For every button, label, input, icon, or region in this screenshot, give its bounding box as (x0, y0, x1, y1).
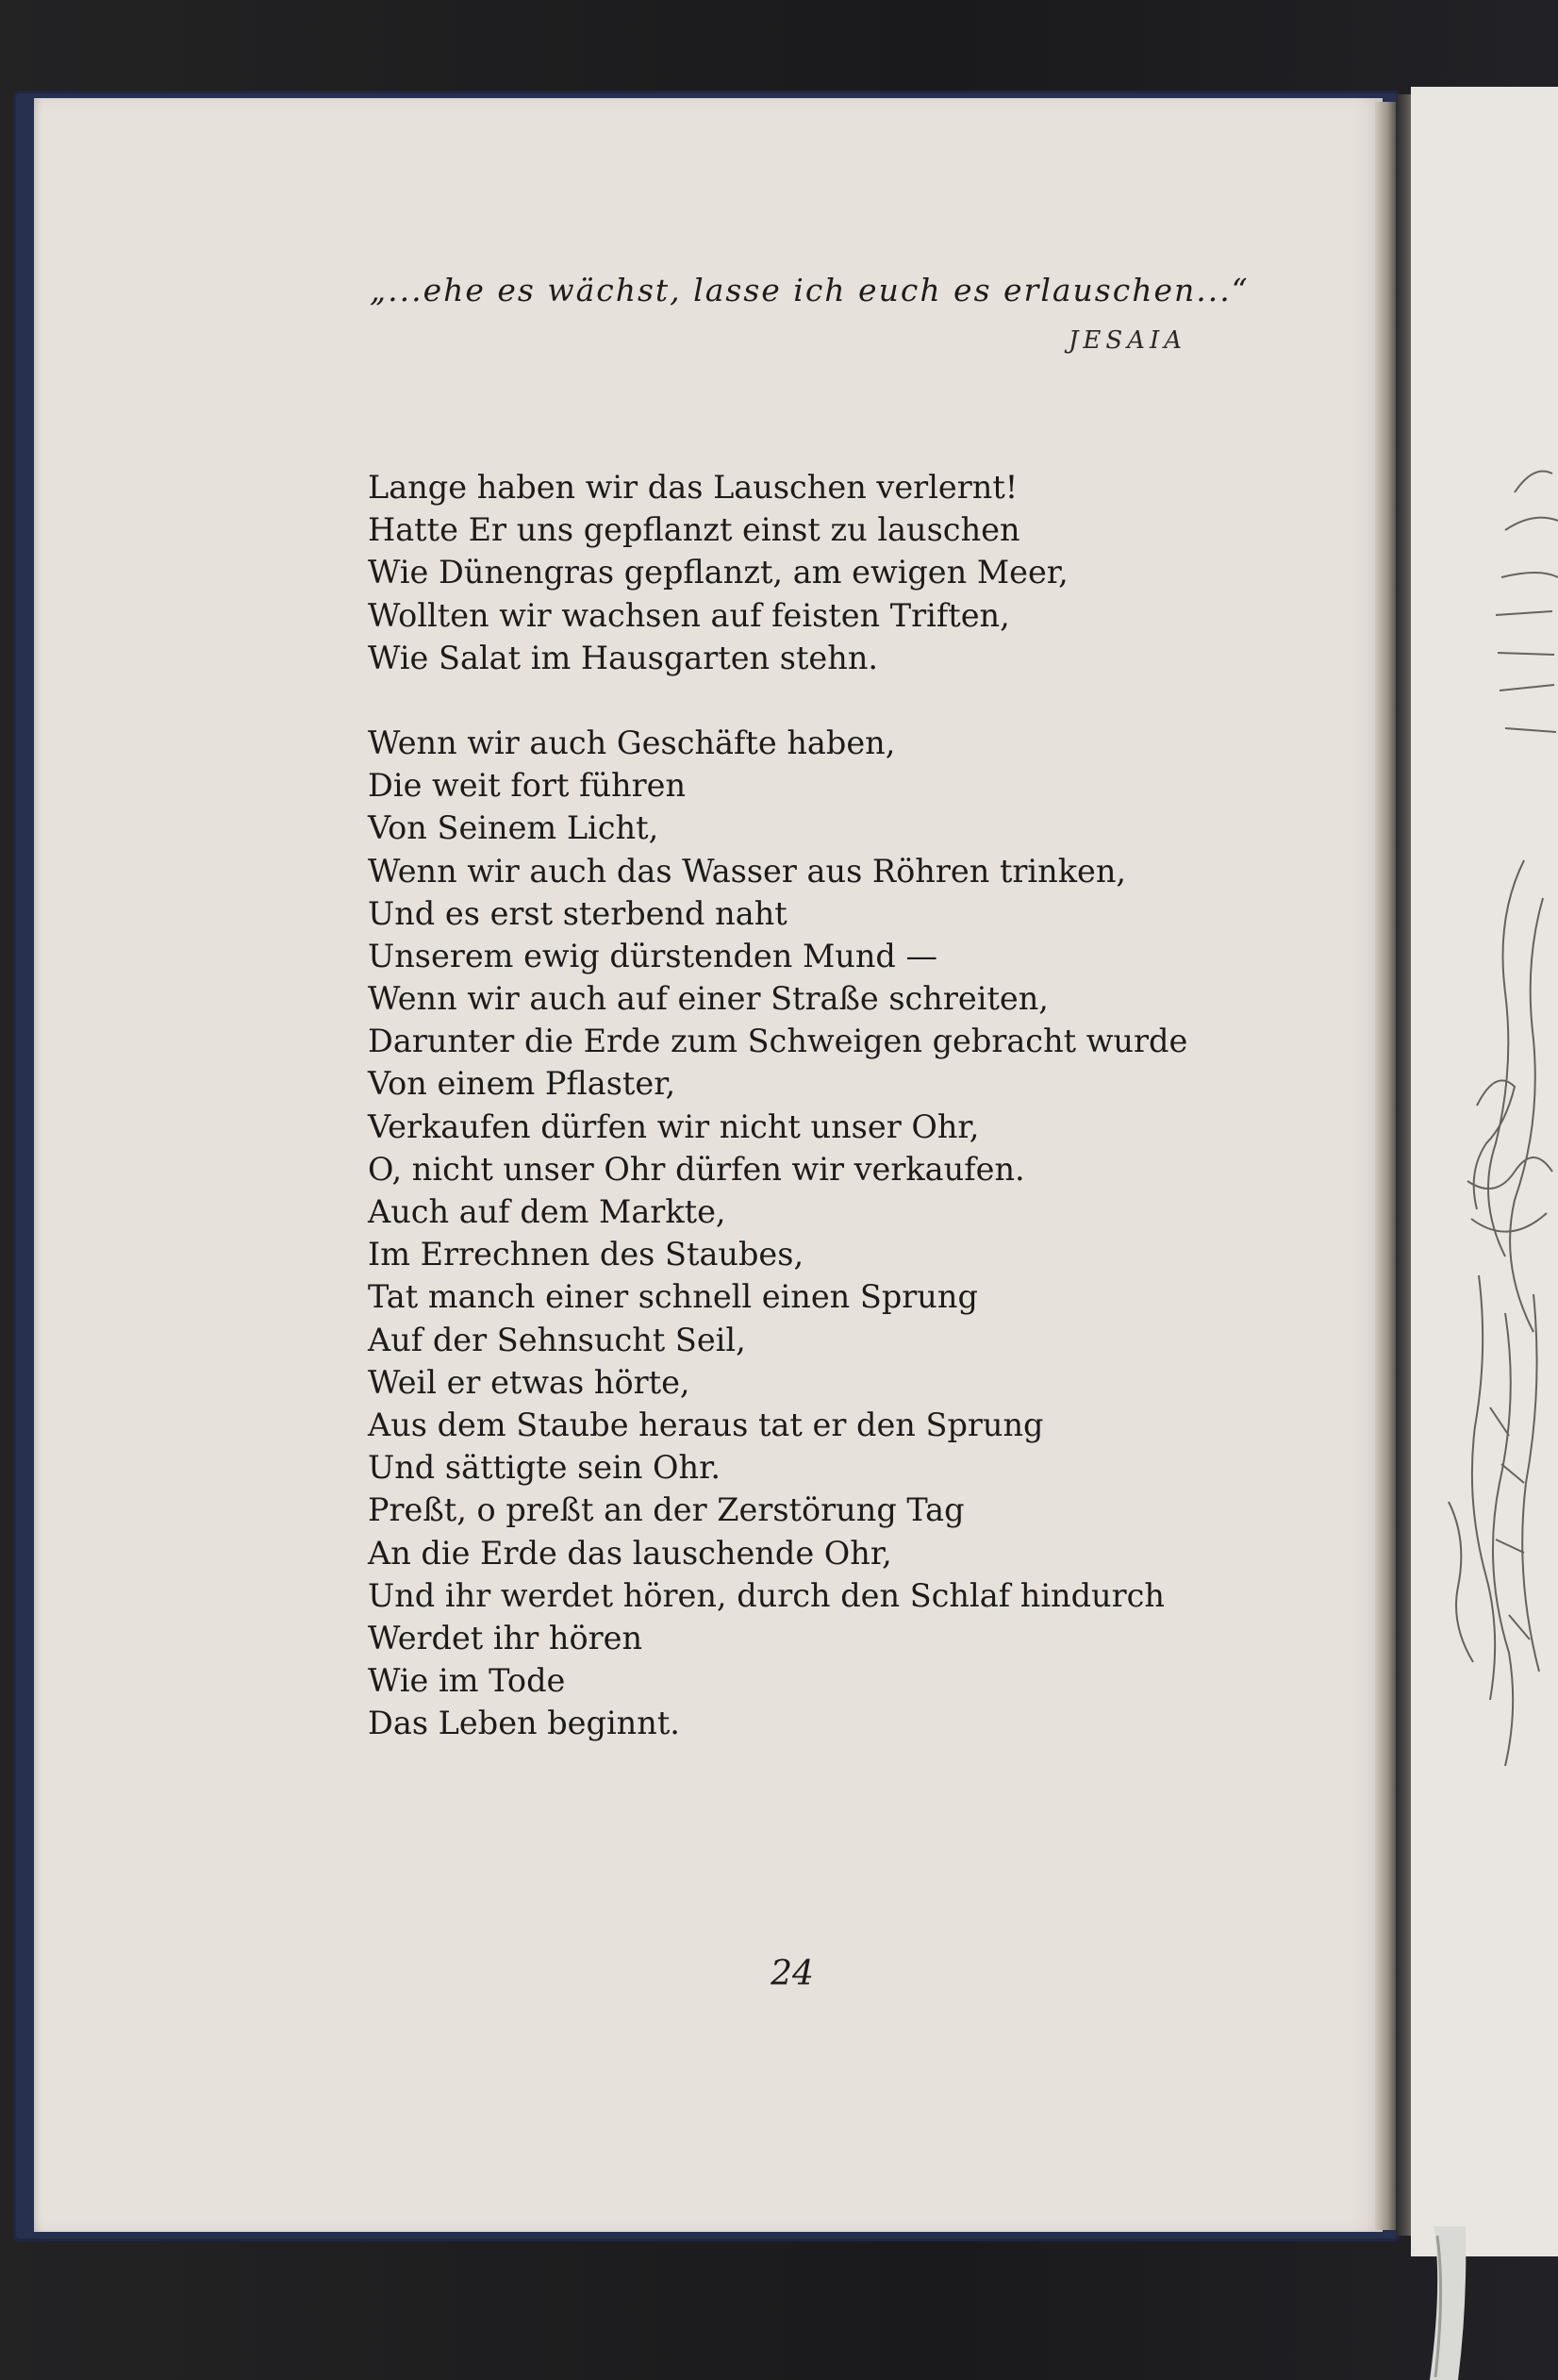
poem-line: Von Seinem Licht, (368, 809, 659, 847)
facing-page-illustration (1411, 87, 1558, 2256)
poem-line: An die Erde das lauschende Ohr, (368, 1534, 892, 1572)
poem-line: Preßt, o preßt an der Zerstörung Tag (368, 1491, 965, 1529)
poem-line: Und sättigte sein Ohr. (368, 1449, 721, 1487)
page-edge (1375, 102, 1396, 2230)
poem-line: Darunter die Erde zum Schweigen gebracht wurde (368, 1023, 1188, 1060)
poem-line: O, nicht unser Ohr dürfen wir verkaufen. (368, 1150, 1025, 1188)
epigraph-attribution: JESAIA (1068, 326, 1186, 355)
poem-stanza (368, 722, 1217, 1745)
poem-line: Hatte Er uns gepflanzt einst zu lauschen (368, 511, 1020, 549)
poem-line: Unserem ewig dürstenden Mund — (368, 937, 938, 974)
poem-line: Wenn wir auch auf einer Straße schreiten, (368, 980, 1049, 1018)
poem-line: Werdet ihr hören (368, 1619, 643, 1656)
poem-line: Die weit fort führen (368, 767, 687, 805)
poem-line: Wollten wir wachsen auf feisten Triften, (368, 596, 1010, 634)
epigraph-quote: „...ehe es wächst, lasse ich euch es erlauschen...“ (370, 272, 1250, 308)
poem-line: Von einem Pflaster, (368, 1065, 676, 1103)
sketch-illustration (1411, 87, 1558, 2256)
poem-line: Weil er etwas hörte, (368, 1363, 690, 1401)
poem-line: Lange haben wir das Lauschen verlernt! (368, 469, 1019, 506)
poem-line: Wie Dünengras gepflanzt, am ewigen Meer, (368, 554, 1069, 591)
poem-line: Das Leben beginnt. (368, 1705, 680, 1742)
poem-line: Wenn wir auch das Wasser aus Röhren trinken, (368, 852, 1127, 890)
poem-line: Wie im Tode (368, 1662, 566, 1700)
poem-line: Und es erst sterbend naht (368, 894, 787, 932)
page-number: 24 (771, 1955, 814, 1993)
poem-line: Verkaufen dürfen wir nicht unser Ohr, (368, 1107, 980, 1145)
poem-line: Auf der Sehnsucht Seil, (368, 1321, 746, 1358)
poem (368, 466, 1217, 1744)
poem-line: Aus dem Staube heraus tat er den Sprung (368, 1406, 1044, 1443)
poem-stanza (368, 466, 1217, 679)
bookmark-ribbon (1415, 2226, 1481, 2380)
poem-line: Und ihr werdet hören, durch den Schlaf hindurch (368, 1576, 1165, 1614)
poem-line: Im Errechnen des Staubes, (368, 1236, 804, 1273)
poem-line: Tat manch einer schnell einen Sprung (368, 1278, 978, 1316)
poem-line: Wenn wir auch Geschäfte haben, (368, 724, 896, 761)
poem-line: Auch auf dem Markte, (368, 1193, 726, 1230)
poem-line: Wie Salat im Hausgarten stehn. (368, 639, 879, 676)
